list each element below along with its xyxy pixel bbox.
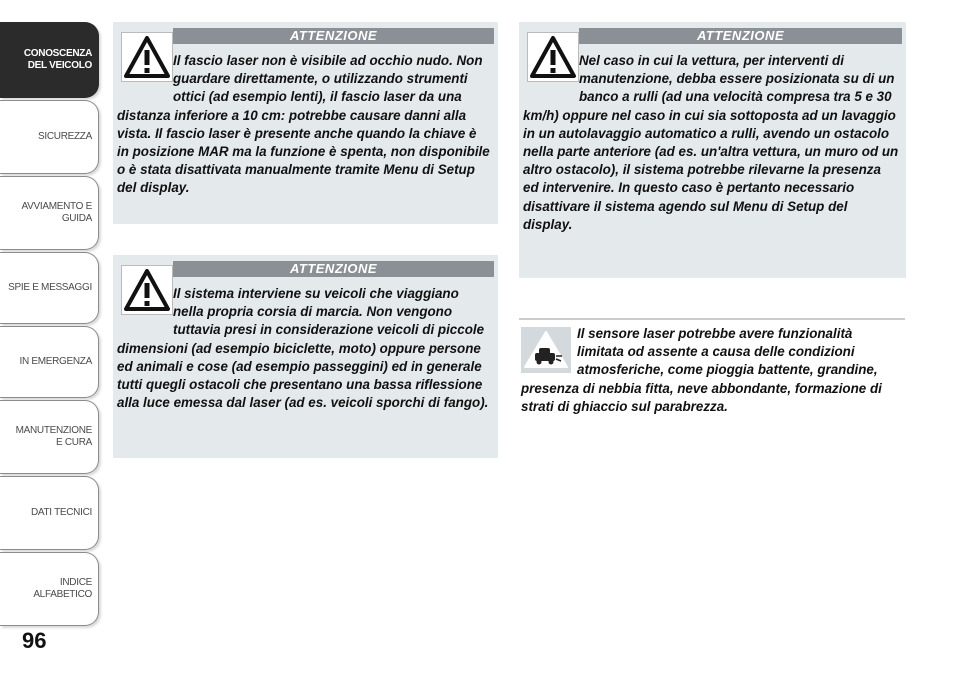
text-spacer <box>117 52 173 90</box>
text-spacer <box>523 52 579 90</box>
warning-box <box>519 22 906 278</box>
warning-title: ATTENZIONE <box>579 28 902 44</box>
tab-in-emergenza[interactable] <box>0 326 99 398</box>
tab-label: CONOSCENZA DEL VEICOLO <box>23 47 92 71</box>
tab-spie-e-messaggi[interactable] <box>0 252 99 324</box>
tab-sicurezza[interactable] <box>0 100 99 174</box>
warning-title: ATTENZIONE <box>173 28 494 44</box>
tab-label: DATI TECNICI <box>30 506 92 518</box>
tab-label: AVVIAMENTO E GUIDA <box>21 200 92 224</box>
page-number: 96 <box>22 628 47 653</box>
tab-label: MANUTENZIONE E CURA <box>15 424 92 448</box>
warning-text-content: Il fascio laser non è visibile ad occhio nudo. Non guardare direttamente, o utilizzando strumenti ottici (ad esempio lenti), il fascio laser da una distanza inferiore a 10 cm: potrebbe causare danni alla vista. Il fascio laser è presente anche quando la chiave è in posizione MAR ma la funzione è spenta, non disponibile o è stata disattivata manualmente tramite Menu di Setup del display. <box>117 53 490 196</box>
note-block <box>521 325 891 416</box>
tab-indice-alfabetico[interactable] <box>0 552 99 626</box>
tab-dati-tecnici[interactable] <box>0 476 99 550</box>
tab-label: IN EMERGENZA <box>19 355 92 367</box>
warning-text <box>523 52 900 234</box>
tab-label: INDICE ALFABETICO <box>33 576 92 600</box>
warning-title: ATTENZIONE <box>173 261 494 277</box>
note-divider <box>519 318 905 320</box>
warning-box <box>113 255 498 458</box>
tab-label: SPIE E MESSAGGI <box>8 281 92 293</box>
tab-avviamento-e-guida[interactable] <box>0 176 99 250</box>
warning-text-content: Il sistema interviene su veicoli che viaggiano nella propria corsia di marcia. Non vengono tuttavia presi in considerazione veicoli di piccole dimensioni (ad esempio biciclette, moto) oppure persone ed animali e cose (ad esempio passeggini) ed in generale tutti quegli ostacoli che presentano una bassa riflessione alla luce emessa dal laser (ad es. veicoli sporchi di fango). <box>117 286 489 411</box>
warning-text <box>117 52 492 198</box>
note-text: Il sensore laser potrebbe avere funzionalità limitata od assente a causa delle condizioni atmosferiche, come pioggia battente, grandine, presenza di nebbia fitta, neve abbondante, formazione di strati di ghiaccio sul parabrezza. <box>521 326 882 414</box>
tab-label: SICUREZZA <box>38 130 92 142</box>
warning-text-content: Nel caso in cui la vettura, per interventi di manutenzione, debba essere posizionata su di un banco a rulli (ad una velocità compresa tra 5 e 30 km/h) oppure nel caso in cui sia sottoposta ad un lavaggio in un autolavaggio automatico a rulli, avendo un ostacolo nella parte anteriore (ad es. un'altra vettura, un muro od un altro ostacolo), il sistema potrebbe rilevarne la presenza ed intervenire. In questo caso è pertanto necessario disattivare il sistema agendo sul Menu di Setup del display. <box>523 53 899 232</box>
tab-manutenzione-e-cura[interactable] <box>0 400 99 474</box>
warning-box <box>113 22 498 224</box>
text-spacer <box>117 285 173 323</box>
tab-conoscenza-del-veicolo[interactable] <box>0 22 99 98</box>
warning-text <box>117 285 492 412</box>
vehicle-sensor-icon <box>521 327 571 373</box>
